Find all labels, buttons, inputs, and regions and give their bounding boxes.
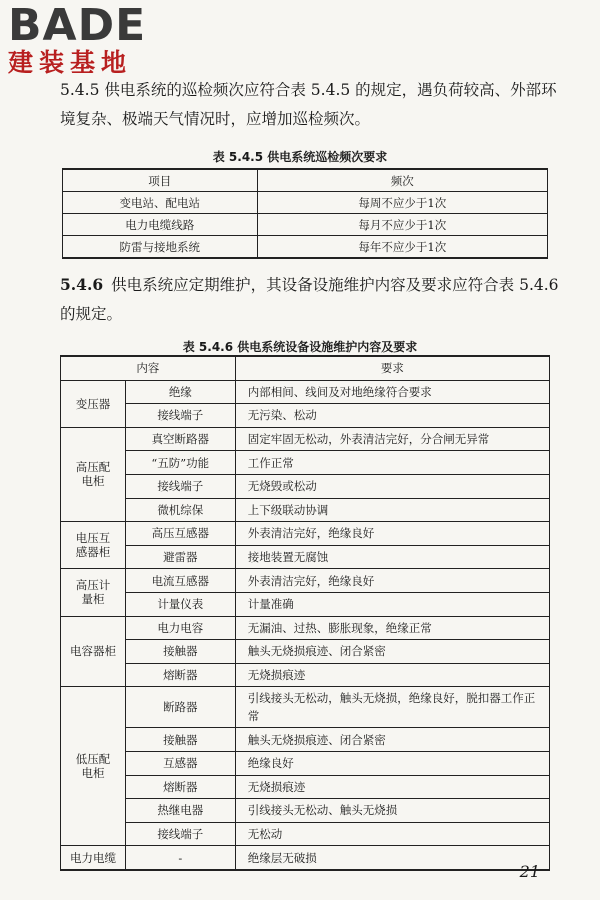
table-5-4-5	[62, 168, 548, 259]
part-cell: 高压互感器	[125, 522, 235, 546]
table-row	[61, 846, 550, 870]
group-cell: 电压互感器柜	[61, 522, 126, 569]
clause-5-4-5-text: 5.4.5 供电系统的巡检频次应符合表 5.4.5 的规定，遇负荷较高、外部环境复杂、极端天气情况时，应增加巡检频次。	[60, 81, 557, 128]
clause-number: 5.4.6	[60, 275, 104, 294]
requirement-cell: 上下级联动协调	[235, 498, 549, 522]
part-cell: 接触器	[125, 640, 235, 664]
table-header-row	[61, 356, 550, 380]
table-row	[63, 192, 548, 214]
clause-5-4-6-text	[60, 270, 560, 329]
part-cell: 电流互感器	[125, 569, 235, 593]
table-5-4-6-caption: 表 5.4.6 供电系统设备设施维护内容及要求	[182, 340, 418, 354]
requirement-cell: 触头无烧损痕迹、闭合紧密	[235, 640, 549, 664]
requirement-cell: 接地装置无腐蚀	[235, 545, 549, 569]
requirement-cell: 绝缘良好	[235, 751, 549, 775]
table-row	[61, 751, 550, 775]
table-row	[61, 569, 550, 593]
requirement-cell: 计量准确	[235, 592, 549, 616]
requirement-cell: 无烧损痕迹	[235, 775, 549, 799]
part-cell: 绝缘	[125, 380, 235, 404]
table-row	[61, 545, 550, 569]
page-number: 21	[519, 862, 540, 881]
requirement-cell: 外表清洁完好，绝缘良好	[235, 522, 549, 546]
table-row	[61, 592, 550, 616]
part-cell: 接线端子	[125, 822, 235, 846]
header-cell: 频次	[257, 169, 547, 192]
part-cell: 计量仪表	[125, 592, 235, 616]
group-cell: 低压配电柜	[61, 687, 126, 846]
part-cell: 热继电器	[125, 799, 235, 823]
group-cell: 变压器	[61, 380, 126, 427]
part-cell: 互感器	[125, 751, 235, 775]
part-cell: 熔断器	[125, 775, 235, 799]
frequency-cell: 每周不应少于1次	[257, 192, 547, 214]
table-row	[61, 728, 550, 752]
site-logo	[8, 0, 147, 78]
table-row	[61, 799, 550, 823]
logo-brand-text: BADE	[8, 0, 147, 51]
part-cell: 接线端子	[125, 474, 235, 498]
table-row	[61, 380, 550, 404]
requirement-cell: 无漏油、过热、膨胀现象，绝缘正常	[235, 616, 549, 640]
item-cell: 变电站、配电站	[63, 192, 258, 214]
frequency-cell: 每年不应少于1次	[257, 236, 547, 259]
group-cell: 电容器柜	[61, 616, 126, 687]
part-cell: 电力电容	[125, 616, 235, 640]
requirement-cell: 绝缘层无破损	[235, 846, 549, 870]
part-cell: 微机综保	[125, 498, 235, 522]
frequency-cell: 每月不应少于1次	[257, 214, 547, 236]
table-row	[63, 214, 548, 236]
table-row	[61, 775, 550, 799]
table-row	[61, 663, 550, 687]
table-5-4-6	[60, 355, 550, 871]
table-row	[63, 236, 548, 259]
table-row	[61, 451, 550, 475]
requirement-cell: 固定牢固无松动，外表清洁完好，分合闸无异常	[235, 427, 549, 451]
requirement-cell: 内部相间、线间及对地绝缘符合要求	[235, 380, 549, 404]
part-cell: 断路器	[125, 687, 235, 728]
part-cell: “五防”功能	[125, 451, 235, 475]
part-cell: 真空断路器	[125, 427, 235, 451]
header-cell: 内容	[61, 356, 236, 380]
group-cell: 电力电缆	[61, 846, 126, 870]
item-cell: 电力电缆线路	[63, 214, 258, 236]
part-cell: -	[125, 846, 235, 870]
requirement-cell: 无烧毁或松动	[235, 474, 549, 498]
table-row	[61, 640, 550, 664]
table-header-row	[63, 169, 548, 192]
table-row	[61, 498, 550, 522]
clause-body: 供电系统应定期维护，其设备设施维护内容及要求应符合表 5.4.6 的规定。	[60, 276, 559, 323]
table-row	[61, 404, 550, 428]
requirement-cell: 无烧损痕迹	[235, 663, 549, 687]
table-row	[61, 522, 550, 546]
requirement-cell: 外表清洁完好，绝缘良好	[235, 569, 549, 593]
table-row	[61, 616, 550, 640]
requirement-cell: 触头无烧损痕迹、闭合紧密	[235, 728, 549, 752]
requirement-cell: 引线接头无松动，触头无烧损，绝缘良好，脱扣器工作正常	[235, 687, 549, 728]
header-cell: 项目	[63, 169, 258, 192]
table-row	[61, 427, 550, 451]
requirement-cell: 无松动	[235, 822, 549, 846]
group-cell: 高压配电柜	[61, 427, 126, 521]
part-cell: 接线端子	[125, 404, 235, 428]
part-cell: 接触器	[125, 728, 235, 752]
group-cell: 高压计量柜	[61, 569, 126, 616]
header-cell: 要求	[235, 356, 549, 380]
table-5-4-5-caption: 表 5.4.5 供电系统巡检频次要求	[212, 150, 388, 164]
part-cell: 避雷器	[125, 545, 235, 569]
item-cell: 防雷与接地系统	[63, 236, 258, 259]
part-cell: 熔断器	[125, 663, 235, 687]
requirement-cell: 无污染、松动	[235, 404, 549, 428]
requirement-cell: 引线接头无松动、触头无烧损	[235, 799, 549, 823]
table-row	[61, 474, 550, 498]
logo-chinese-text: 建装基地	[8, 48, 133, 77]
table-row	[61, 687, 550, 728]
requirement-cell: 工作正常	[235, 451, 549, 475]
table-row	[61, 822, 550, 846]
